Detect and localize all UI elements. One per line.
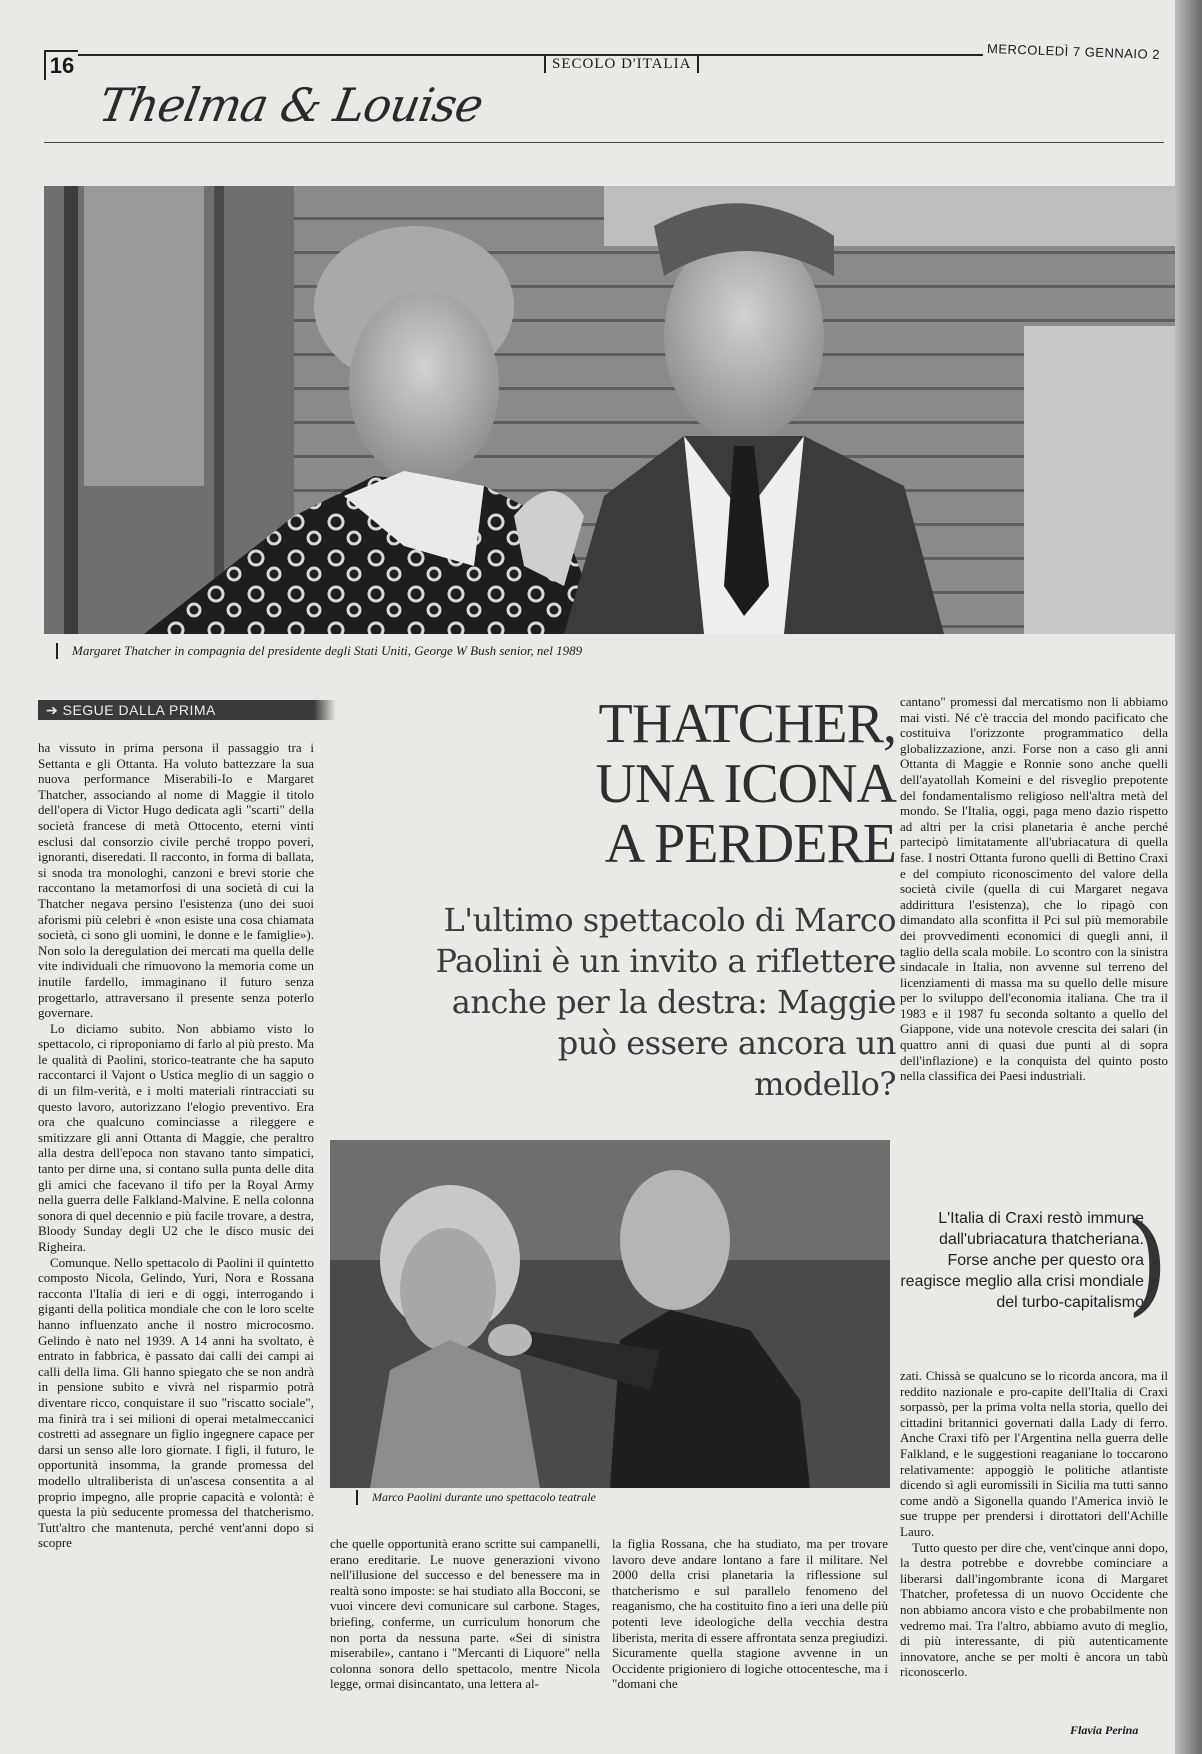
article-paragraph: ha vissuto in prima persona il passaggio tra i Settanta e gli Ottanta. Ha voluto battezzare la sua nuova performance Miserabili-Io e Margaret Thatcher, associando al nome di Maggie il titolo dell'opera di Victor Hugo dedicata agli "scarti" della società francese di metà Ottocento, eterni vinti esclusi dal consorzio civile perché troppo poveri, ignoranti, diseredati. Il racconto, in forma di ballata, si snoda tra monologhi, canzoni e brevi storie che raccontano la metamorfosi di una società di cui la Thatcher negava persino l'esistenza (uno dei suoi aforismi più celebri è «non esiste una cosa chiamata società, ci sono gli uomini, le donne e le famiglie»). Non solo la deregulation dei mercati ma quella delle vite individuali che rimuovono la memoria come un inutile fardello, immaginano il futuro senza progettarlo, attraversano il presente senza poterlo governare. [38, 740, 314, 1021]
page-number: 16 [44, 50, 78, 80]
section-title: Thelma & Louise [95, 78, 487, 132]
pull-quote-bracket: ) [1126, 1199, 1169, 1327]
article-column-1 [38, 740, 314, 1745]
article-paragraph: zati. Chissà se qualcuno se lo ricorda ancora, ma il reddito nazionale e pro-capite dell'Italia di Craxi sorpassò, per la prima volta nella storia, quello dei cittadini britannici governati dalla Lady di ferro. Anche Craxi tifò per l'Argentina nella guerra delle Falkland, e le suggestioni reaganiane lo toccarono relativamente: appoggiò le politiche atlantiste dicendo sì agli euromissili in Sicilia ma tutti sanno come andò a Sigonella quando l'America inviò le sue truppe per prendersi i dirottatori dell'Achille Lauro. [900, 1368, 1168, 1539]
page-edge [1175, 0, 1202, 1754]
article-paragraph: Tutto questo per dire che, vent'cinque anni dopo, la destra potrebbe e dovrebbe cominciare a liberarsi dall'ingombrante icona di Margaret Thatcher, profetessa di un nuovo Occidente che non abbiamo ancora visto e che probabilmente non vedremo mai. Tra l'altro, abbiamo avuto di meglio, di più interessante, di più autenticamente innovatore, anche se per molti è ancora un tabù riconoscerlo. [900, 1539, 1168, 1680]
photo-paolini [330, 1140, 890, 1488]
section-rule [44, 142, 1164, 143]
subheadline: L'ultimo spettacolo di Marco Paolini è un invito a riflettere anche per la destra: Maggie può essere ancora un modello? [435, 901, 896, 1103]
photo-thatcher-bush-image [44, 186, 1175, 634]
author-signature: Flavia Perina [1070, 1723, 1139, 1737]
headline [420, 694, 896, 874]
article-paragraph: Lo diciamo subito. Non abbiamo visto lo spettacolo, ci riproponiamo di farlo al più presto. Ma le qualità di Paolini, storico-teatrante che ha saputo raccontarci il Vajont o Ustica meglio di un saggio o di un film-verità, e i molti materiali rintracciati su questo lavoro, autorizzano l'elogio preventivo. Era ora che qualcuno cominciasse a rileggere e smitizzare gli anni Ottanta di Maggie, che peraltro alla destra dell'epoca non stavano tanto simpatici, tanto per dirne una, si contano sulla punta delle dita gli amici che facevano il tifo per la Royal Army nella guerra delle Falkland-Malvine. E nella colonna sonora di quel decennio e più facile trovare, a destra, Bloody Sunday degli U2 che le disco music dei Righeira. [38, 1020, 314, 1254]
article-column-2 [330, 1536, 600, 1746]
article-column-4-top [900, 694, 1168, 1194]
headline-line-3: A PERDERE [604, 813, 896, 875]
pull-quote: L'Italia di Craxi restò immune dall'ubriacatura thatcheriana. Forse anche per questo ora reagisce meglio alla crisi mondiale del turbo-capitalismo [900, 1210, 1144, 1311]
headline-line-2: UNA ICONA [595, 753, 896, 815]
page-header [44, 40, 1164, 80]
photo-caption: Marco Paolini durante uno spettacolo teatrale [356, 1490, 596, 1505]
article-paragraph: Comunque. Nello spettacolo di Paolini il quintetto composto Nicola, Gelindo, Yuri, Nora e Rossana racconta l'Italia di ieri e di oggi, interrogando i giganti della politica mondiale che con le loro scelte hanno influenzato anche il nostro microcosmo. Gelindo è nato nel 1939. A 14 anni ha svoltato, è entrato in fabbrica, è passato dai calli dei campi ai calli della lima. Gli hanno spiegato che se non andrà in pensione subito e vivrà nel risparmio potrà diventare ricco, conquistare il suo "riscatto sociale", ma finirà tra i sei milioni di operai metalmeccanici costretti ad assegnare un figlio ingegnere capace per darsi un senso alle loro giornate. I figli, il futuro, le opportunità insomma, la grande promessa del modello ultraliberista di un'ascesa consentita a al proprio impegno, alle proprie capacità e volontà: è questa la più seducente promessa del thatcherismo. Tutt'altro che mantenuta, perché vent'anni dopo si scopre [38, 1254, 314, 1551]
article-column-3 [612, 1536, 888, 1746]
continued-from-front-label: ➔ SEGUE DALLA PRIMA [38, 700, 314, 720]
article-paragraph: che quelle opportunità erano scritte sui campanelli, erano ereditarie. Le nuove generazioni vivono nell'illusione del successo e del benessere ma in realtà sono imposte: se hai studiato alla Bocconi, se vuoi vincere devi comunicare sul carbone. Stages, briefing, conferme, un curriculum honorum che non porta da nessuna parte. «Sei di sinistra miserabile», cantano i "Mercanti di Liquore" nella colonna sonora dello spettacolo, mentre Nicola legge, ormai disincantato, una lettera al- [330, 1536, 600, 1692]
issue-date: MERCOLEDÌ 7 GENNAIO 2 [983, 41, 1164, 62]
newspaper-name: SECOLO D'ITALIA [544, 56, 699, 73]
article-column-4-bottom [900, 1368, 1168, 1718]
article-paragraph: cantano" promessi dal mercatismo non li abbiamo mai visti. Né c'è traccia del mondo pacificato che costituiva l'orizzonte programmatico della globalizzazione, anzi. Forse non a caso gli anni Ottanta di Maggie e Ronnie sono anche quelli dell'ayatollah Komeini e del risveglio prepotente del fondamentalismo religioso nell'altra metà del mondo. Se l'Italia, oggi, paga meno dazio rispetto ad altri per la crisi planetaria è anche perché partecipò limitatamente all'ubriacatura di quella fase. I nostri Ottanta furono quelli di Bettino Craxi e del compiuto riconoscimento del valore della società civile (quella di cui Margaret negava addirittura l'esistenza), che lo ripagò con dimandato alla sconfitta il Pci sul più memorabile dei provvedimenti economici di quegli anni, il taglio della scala mobile. Lo scontro con la sinistra sindacale in Italia, non avvenne sul terreno del licenziamenti di massa ma su quello delle misure per lo sviluppo dell'economia italiana. Che tra il 1983 e il 1987 fu seconda soltanto a quello del Giappone, vide una notevole crescita dei salari (in quattro anni di quasi due punti al di sopra dell'inflazione) e la conquista del quinto posto nella classifica dei Paesi industriali. [900, 694, 1168, 1084]
photo-paolini-image [330, 1140, 890, 1488]
article-paragraph: la figlia Rossana, che ha studiato, ma per trovare lavoro deve andare lontano a fare il militare. Nel 2000 della crisi planetaria la riflessione sul thatcherismo e sul parallelo fenomeno del reaganismo, che ha costituito fino a ieri una delle più potenti leve ideologiche della vecchia destra liberista, merita di essere affrontata senza pregiudizi. Sicuramente quella stagione avvenne in un Occidente prigioniero di logiche ottocentesche, ma i "domani che [612, 1536, 888, 1692]
photo-caption: Margaret Thatcher in compagnia del presidente degli Stati Uniti, George W Bush senior, nel 1989 [56, 643, 582, 659]
headline-line-1: THATCHER, [598, 693, 896, 755]
photo-thatcher-bush [44, 186, 1175, 634]
